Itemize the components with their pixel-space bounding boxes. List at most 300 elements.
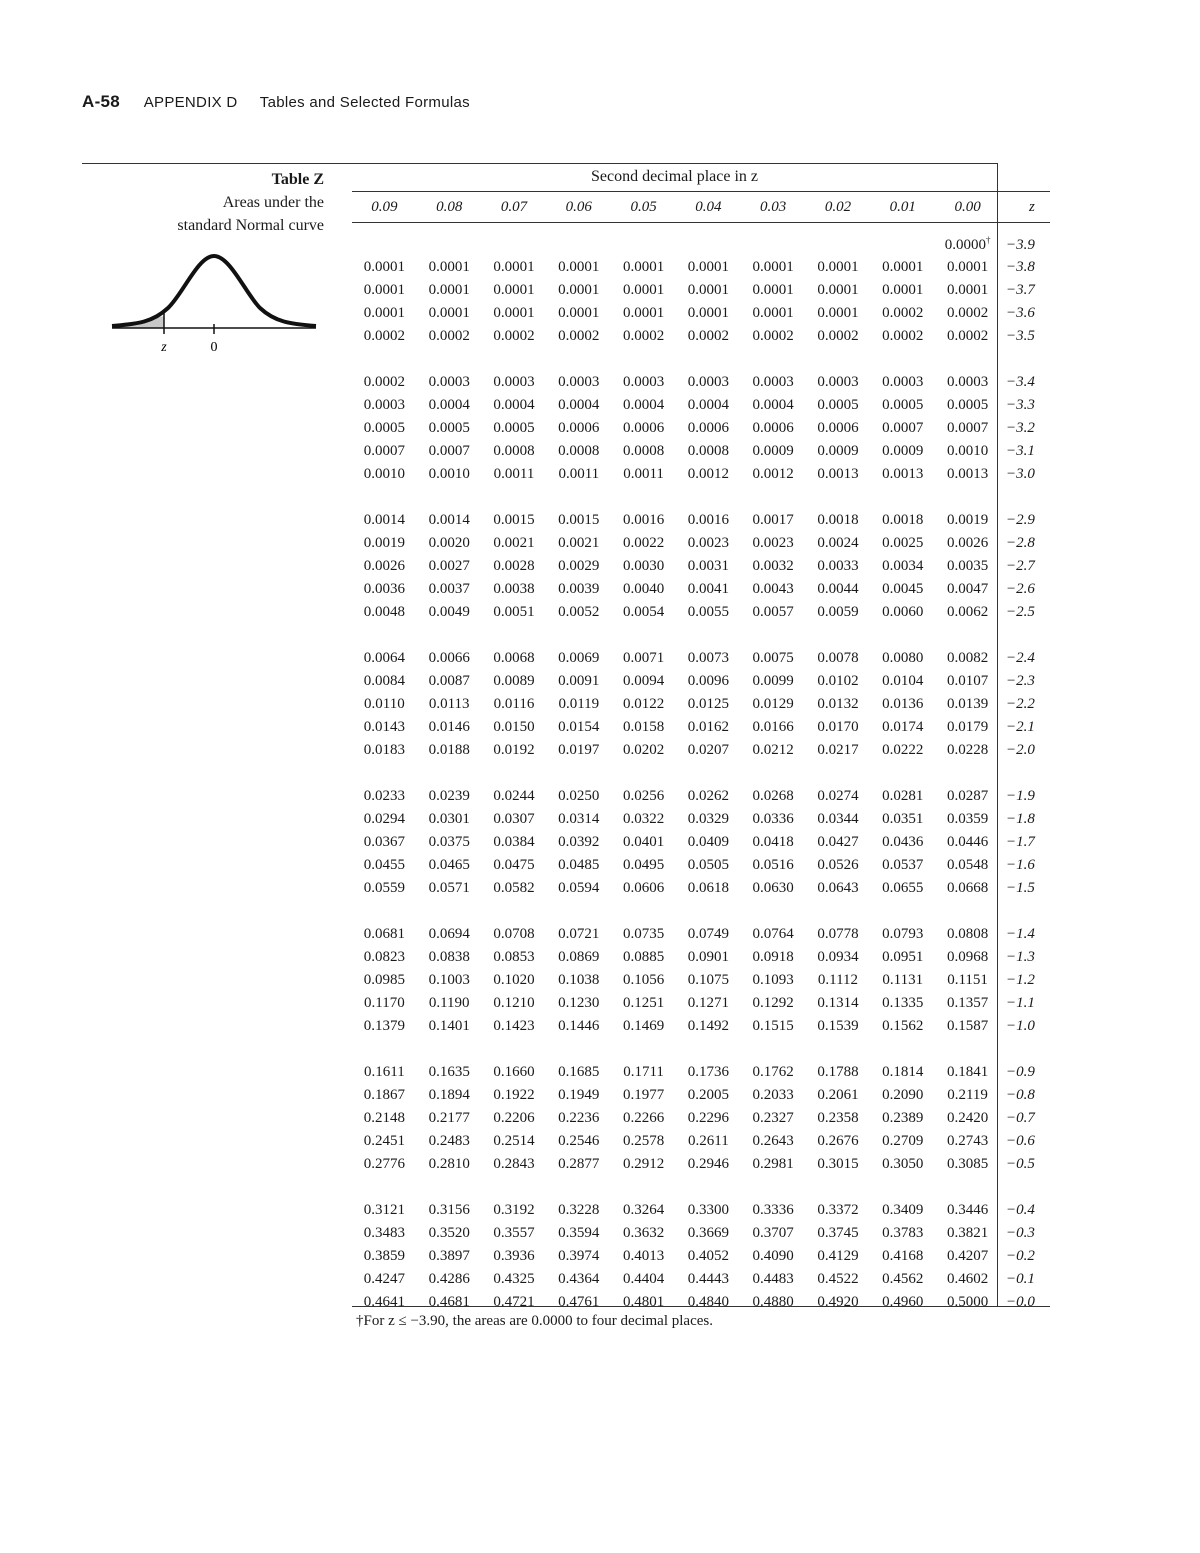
table-cell <box>611 785 676 808</box>
cell-value: 0.0002 <box>882 305 924 321</box>
cell-value: 0.2358 <box>817 1110 859 1126</box>
cell-value: 0.3520 <box>428 1225 470 1241</box>
cell-value: 0.0526 <box>817 857 859 873</box>
cell-value: 0.4443 <box>687 1271 729 1287</box>
table-cell <box>870 1222 935 1245</box>
cell-value: 0.3156 <box>428 1202 470 1218</box>
cell-value: 0.0548 <box>946 857 989 873</box>
table-cell <box>417 808 482 831</box>
cell-value: 0.0073 <box>687 650 729 666</box>
table-cell <box>352 463 417 486</box>
cell-value: 0.3783 <box>882 1225 924 1241</box>
cell-value: 0.0001 <box>946 259 989 275</box>
z-value: −1.7 <box>1005 834 1035 850</box>
cell-value: 0.3483 <box>363 1225 406 1241</box>
cell-value: 0.0003 <box>946 374 989 390</box>
table-cell <box>676 854 741 877</box>
table-cell <box>676 440 741 463</box>
table-row <box>352 509 1058 532</box>
z-value: −3.8 <box>1005 259 1035 275</box>
table-cell <box>352 716 417 739</box>
table-cell <box>352 1291 417 1314</box>
table-cell <box>611 1015 676 1038</box>
table-cell <box>741 1245 806 1268</box>
cell-value: 0.1977 <box>622 1087 665 1103</box>
table-cell <box>482 693 547 716</box>
table-row <box>352 371 1058 394</box>
table-cell <box>546 256 611 279</box>
cell-value: 0.1170 <box>364 995 405 1011</box>
table-row <box>352 1222 1058 1245</box>
table-cell <box>935 716 1000 739</box>
cell-value: 0.0018 <box>817 512 859 528</box>
cell-value: 0.0793 <box>882 926 924 942</box>
cell-value: 0.0329 <box>687 811 729 827</box>
table-cell <box>352 440 417 463</box>
cell-value: 0.0003 <box>882 374 924 390</box>
cell-value: 0.0003 <box>428 374 470 390</box>
table-cell <box>935 532 1000 555</box>
table-row <box>352 601 1058 624</box>
table-cell <box>935 394 1000 417</box>
table-cell <box>417 670 482 693</box>
table-cell <box>676 647 741 670</box>
cell-value: 0.3821 <box>946 1225 989 1241</box>
cell-value: 0.0001 <box>687 305 729 321</box>
cell-value: 0.0001 <box>428 305 470 321</box>
table-cell <box>870 371 935 394</box>
table-cell <box>546 1291 611 1314</box>
table-cell <box>676 670 741 693</box>
table-cell <box>870 854 935 877</box>
table-cell <box>676 1268 741 1291</box>
table-cell <box>352 1015 417 1038</box>
table-cell <box>352 394 417 417</box>
table-cell <box>806 716 871 739</box>
cell-value: 0.0005 <box>946 397 989 413</box>
cell-value: 0.0005 <box>882 397 924 413</box>
cell-value: 0.0015 <box>558 512 600 528</box>
cell-value: 0.2912 <box>622 1156 665 1172</box>
cell-value: 0.0495 <box>622 857 665 873</box>
table-cell <box>352 509 417 532</box>
table-cell <box>806 279 871 302</box>
cell-value: 0.2177 <box>428 1110 470 1126</box>
cell-value: 0.0029 <box>558 558 600 574</box>
cell-value: 0.0019 <box>946 512 989 528</box>
cell-value: 0.1056 <box>622 972 665 988</box>
cell-value: 0.0694 <box>428 926 470 942</box>
cell-value: 0.0013 <box>946 466 989 482</box>
table-cell <box>352 854 417 877</box>
cell-value: 0.0838 <box>428 949 470 965</box>
column-header: 0.08 <box>436 198 463 215</box>
cell-value: 0.1357 <box>946 995 989 1011</box>
table-cell <box>676 1130 741 1153</box>
table-cell <box>676 1199 741 1222</box>
cell-value: 0.0002 <box>817 328 859 344</box>
table-cell <box>935 785 1000 808</box>
table-cell <box>870 716 935 739</box>
table-cell <box>611 923 676 946</box>
table-row <box>352 1107 1058 1130</box>
table-cell <box>935 670 1000 693</box>
table-cell <box>482 1153 547 1176</box>
cell-value: 0.0035 <box>946 558 989 574</box>
cell-value: 0.2981 <box>752 1156 794 1172</box>
table-cell <box>676 219 741 256</box>
table-cell <box>870 509 935 532</box>
table-cell <box>935 219 1000 256</box>
table-cell <box>546 1084 611 1107</box>
cell-value: 0.4641 <box>363 1294 406 1310</box>
cell-value: 0.2743 <box>946 1133 989 1149</box>
table-cell <box>417 1222 482 1245</box>
table-cell <box>935 1061 1000 1084</box>
cell-value: 0.0233 <box>363 788 406 804</box>
table-cell <box>806 302 871 325</box>
table-row <box>352 647 1058 670</box>
table-cell <box>352 1199 417 1222</box>
cell-value: 0.0007 <box>882 420 924 436</box>
table-cell <box>611 1107 676 1130</box>
z-value: −2.7 <box>1005 558 1035 574</box>
table-cell <box>935 1199 1000 1222</box>
cell-value: 0.0008 <box>622 443 665 459</box>
table-cell <box>611 854 676 877</box>
cell-value: 0.4920 <box>817 1294 859 1310</box>
table-cell <box>676 302 741 325</box>
table-cell <box>806 394 871 417</box>
cell-value: 0.3446 <box>946 1202 989 1218</box>
table-cell <box>741 1222 806 1245</box>
table-row <box>352 785 1058 808</box>
table-cell <box>417 923 482 946</box>
cell-value: 0.0885 <box>622 949 665 965</box>
cell-value: 0.3192 <box>493 1202 535 1218</box>
table-cell <box>806 601 871 624</box>
cell-value: 0.0262 <box>687 788 729 804</box>
cell-value: 0.0268 <box>752 788 794 804</box>
table-cell <box>482 1199 547 1222</box>
z-value: −2.6 <box>1005 581 1035 597</box>
table-cell <box>870 739 935 762</box>
table-cell <box>611 463 676 486</box>
cell-value: 0.0001 <box>622 259 665 275</box>
table-cell <box>806 1291 871 1314</box>
cell-value: 0.0708 <box>493 926 535 942</box>
table-cell <box>676 1222 741 1245</box>
cell-value: 0.0002 <box>687 328 729 344</box>
table-cell <box>417 1199 482 1222</box>
column-header-row <box>352 195 1058 219</box>
cell-value: 0.0427 <box>817 834 859 850</box>
cell-value: 0.0192 <box>493 742 535 758</box>
table-cell <box>482 1061 547 1084</box>
cell-value: 0.0392 <box>558 834 600 850</box>
table-cell <box>935 1130 1000 1153</box>
cell-value: 0.0006 <box>817 420 859 436</box>
cell-value: 0.0030 <box>622 558 665 574</box>
table-row <box>352 279 1058 302</box>
table-cell <box>352 1268 417 1291</box>
cell-value: 0.0051 <box>493 604 535 620</box>
cell-value: 0.0012 <box>687 466 729 482</box>
table-cell <box>546 1222 611 1245</box>
cell-value: 0.0040 <box>622 581 665 597</box>
group-spacer <box>352 1176 1058 1199</box>
table-cell <box>417 371 482 394</box>
cell-value: 0.0516 <box>752 857 794 873</box>
table-caption <box>80 168 324 237</box>
table-cell <box>546 394 611 417</box>
cell-value: 0.0344 <box>817 811 859 827</box>
cell-value: 0.0001 <box>752 305 794 321</box>
z-value: −1.1 <box>1005 995 1035 1011</box>
table-cell <box>546 716 611 739</box>
z-value: −2.1 <box>1005 719 1035 735</box>
cell-value: 0.0007 <box>428 443 470 459</box>
cell-value: 0.0281 <box>882 788 924 804</box>
table-cell <box>870 969 935 992</box>
table-cell <box>352 325 417 348</box>
table-cell <box>741 670 806 693</box>
cell-value: 0.0094 <box>622 673 665 689</box>
appendix-label: APPENDIX D <box>143 94 238 111</box>
table-cell <box>546 808 611 831</box>
cell-value: 0.0132 <box>817 696 859 712</box>
cell-value: 0.0025 <box>882 535 924 551</box>
table-cell <box>482 946 547 969</box>
table-cell <box>482 1084 547 1107</box>
table-cell <box>676 509 741 532</box>
table-cell <box>870 992 935 1015</box>
cell-value: 0.4483 <box>752 1271 794 1287</box>
cell-value: 0.1446 <box>558 1018 600 1034</box>
cell-value: 0.0000 <box>944 237 986 253</box>
cell-value: 0.0039 <box>558 581 600 597</box>
cell-value: 0.4168 <box>882 1248 924 1264</box>
cell-value: 0.0052 <box>558 604 600 620</box>
cell-value: 0.0006 <box>622 420 665 436</box>
table-cell <box>676 325 741 348</box>
cell-value: 0.0005 <box>428 420 470 436</box>
cell-value: 0.0594 <box>558 880 600 896</box>
cell-value: 0.4404 <box>622 1271 665 1287</box>
cell-value: 0.0166 <box>752 719 794 735</box>
cell-value: 0.0003 <box>558 374 600 390</box>
table-cell <box>806 923 871 946</box>
table-cell <box>546 854 611 877</box>
table-cell <box>611 1245 676 1268</box>
table-row <box>352 693 1058 716</box>
cell-value: 0.3050 <box>882 1156 924 1172</box>
table-cell <box>611 1084 676 1107</box>
cell-value: 0.0010 <box>363 466 406 482</box>
table-cell <box>676 371 741 394</box>
cell-value: 0.0336 <box>752 811 794 827</box>
table-row <box>352 394 1058 417</box>
cell-value: 0.1423 <box>493 1018 535 1034</box>
table-cell <box>870 1268 935 1291</box>
cell-value: 0.0007 <box>946 420 989 436</box>
cell-value: 0.2236 <box>558 1110 600 1126</box>
cell-value: 0.0057 <box>752 604 794 620</box>
z-value: −0.3 <box>1005 1225 1035 1241</box>
cell-value: 0.1492 <box>687 1018 729 1034</box>
table-cell <box>870 785 935 808</box>
table-cell <box>870 1061 935 1084</box>
group-spacer <box>352 624 1058 647</box>
cell-value: 0.0001 <box>622 282 665 298</box>
table-cell <box>870 670 935 693</box>
table-cell <box>417 1245 482 1268</box>
table-cell <box>482 647 547 670</box>
table-cell <box>611 716 676 739</box>
table-cell <box>870 831 935 854</box>
table-cell <box>352 1222 417 1245</box>
table-cell <box>806 854 871 877</box>
table-cell <box>611 1222 676 1245</box>
cell-value: 0.0485 <box>558 857 600 873</box>
cell-value: 0.0004 <box>558 397 600 413</box>
table-cell <box>676 279 741 302</box>
cell-value: 0.0618 <box>687 880 729 896</box>
cell-value: 0.0007 <box>363 443 406 459</box>
cell-value: 0.0068 <box>493 650 535 666</box>
cell-value: 0.0084 <box>363 673 406 689</box>
cell-value: 0.0174 <box>882 719 924 735</box>
table-cell <box>935 992 1000 1015</box>
table-row <box>352 969 1058 992</box>
table-cell <box>546 992 611 1015</box>
table-cell <box>482 1107 547 1130</box>
table-cell <box>482 601 547 624</box>
cell-value: 0.0721 <box>558 926 600 942</box>
cell-value: 0.0307 <box>493 811 535 827</box>
cell-value: 0.0475 <box>493 857 535 873</box>
cell-value: 0.0016 <box>687 512 729 528</box>
table-cell <box>417 555 482 578</box>
table-cell <box>482 992 547 1015</box>
cell-value: 0.3264 <box>622 1202 665 1218</box>
cell-value: 0.0003 <box>817 374 859 390</box>
table-cell <box>676 1153 741 1176</box>
z-value: −0.1 <box>1005 1271 1035 1287</box>
cell-value: 0.0022 <box>622 535 665 551</box>
table-cell <box>741 1153 806 1176</box>
cell-value: 0.0001 <box>428 282 470 298</box>
table-cell <box>546 877 611 900</box>
z-value: −3.5 <box>1005 328 1035 344</box>
cell-value: 0.0041 <box>687 581 729 597</box>
cell-value: 0.0099 <box>752 673 794 689</box>
cell-value: 0.0136 <box>882 696 924 712</box>
table-cell <box>806 670 871 693</box>
table-cell <box>417 417 482 440</box>
table-row <box>352 440 1058 463</box>
table-cell <box>870 325 935 348</box>
table-cell <box>870 808 935 831</box>
table-cell <box>482 808 547 831</box>
table-cell <box>806 1199 871 1222</box>
table-cell <box>741 555 806 578</box>
cell-value: 0.0004 <box>622 397 665 413</box>
cell-value: 0.3974 <box>558 1248 600 1264</box>
table-cell <box>417 854 482 877</box>
table-cell <box>546 969 611 992</box>
cell-value: 0.3632 <box>622 1225 665 1241</box>
table-cell <box>870 946 935 969</box>
table-cell <box>352 256 417 279</box>
table-cell <box>611 532 676 555</box>
cell-value: 0.1949 <box>558 1087 600 1103</box>
table-cell <box>352 279 417 302</box>
cell-value: 0.0003 <box>622 374 665 390</box>
cell-value: 0.0418 <box>752 834 794 850</box>
cell-value: 0.0011 <box>623 466 664 482</box>
cell-value: 0.0918 <box>752 949 794 965</box>
cell-value: 0.2119 <box>947 1087 988 1103</box>
dagger-mark: † <box>985 235 991 245</box>
table-cell <box>741 440 806 463</box>
cell-value: 0.0314 <box>558 811 600 827</box>
cell-value: 0.2266 <box>622 1110 665 1126</box>
cell-value: 0.0409 <box>687 834 729 850</box>
table-cell <box>806 1015 871 1038</box>
table-cell <box>482 325 547 348</box>
cell-value: 0.1379 <box>363 1018 406 1034</box>
cell-value: 0.3707 <box>752 1225 794 1241</box>
table-cell <box>870 1107 935 1130</box>
table-cell <box>482 969 547 992</box>
cell-value: 0.0045 <box>882 581 924 597</box>
cell-value: 0.0062 <box>946 604 989 620</box>
table-cell <box>935 325 1000 348</box>
cell-value: 0.0001 <box>622 305 665 321</box>
cell-value: 0.0048 <box>363 604 406 620</box>
table-cell <box>676 785 741 808</box>
cell-value: 0.0005 <box>493 420 535 436</box>
z-value: −1.0 <box>1005 1018 1035 1034</box>
cell-value: 0.0002 <box>428 328 470 344</box>
table-cell <box>935 417 1000 440</box>
table-cell <box>417 969 482 992</box>
table-cell <box>352 992 417 1015</box>
z-value: −2.3 <box>1005 673 1035 689</box>
cell-value: 0.2420 <box>946 1110 989 1126</box>
table-cell <box>806 946 871 969</box>
table-cell <box>546 555 611 578</box>
column-header: 0.05 <box>630 198 657 215</box>
table-cell <box>482 440 547 463</box>
z-table <box>352 195 1058 1314</box>
table-cell <box>611 877 676 900</box>
table-cell <box>741 1107 806 1130</box>
table-cell <box>482 785 547 808</box>
table-cell <box>611 1268 676 1291</box>
cell-value: 0.0170 <box>817 719 859 735</box>
cell-value: 0.0031 <box>687 558 729 574</box>
table-cell <box>806 325 871 348</box>
table-cell <box>352 371 417 394</box>
table-cell <box>611 1153 676 1176</box>
cell-value: 0.4880 <box>752 1294 794 1310</box>
table-cell <box>870 463 935 486</box>
table-cell <box>741 831 806 854</box>
table-cell <box>611 371 676 394</box>
cell-value: 0.0008 <box>493 443 535 459</box>
